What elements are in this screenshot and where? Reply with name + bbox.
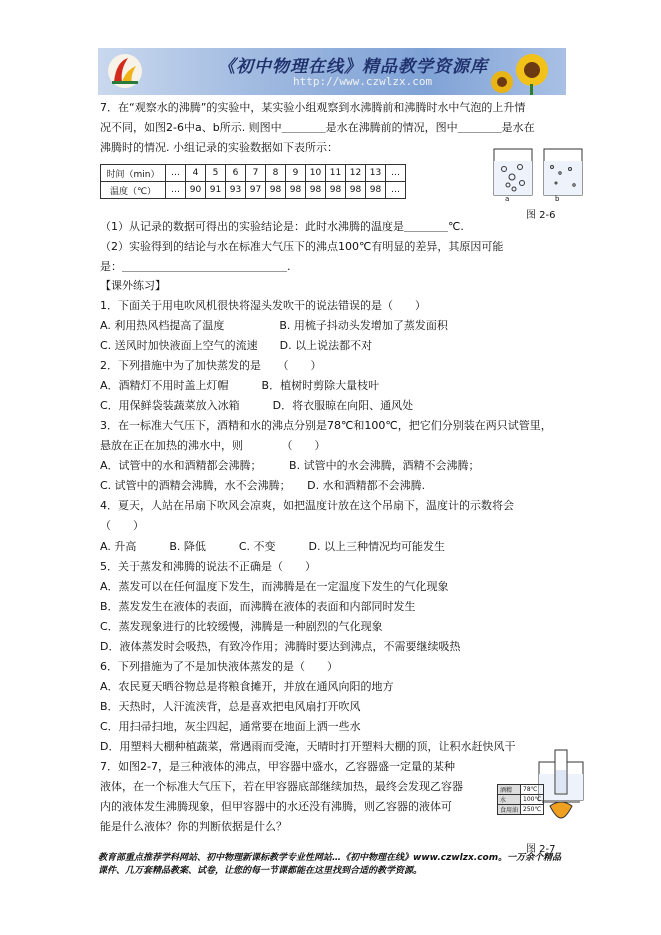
exercise-line: 悬放在正在加热的沸水中，则 （ ）: [100, 439, 326, 452]
boiling-point-table: [497, 784, 544, 815]
table-cell: 水: [498, 795, 521, 805]
exercise-line: 2．下列措施中为了加快蒸发的是 （ ）: [100, 359, 322, 372]
logo-icon: [106, 52, 144, 90]
table-cell: 97: [246, 182, 266, 199]
exercise-line: A．农民夏天晒谷物总是将粮食摊开，并放在通风向阳的地方: [100, 680, 394, 693]
figure-label-a: a: [505, 195, 510, 203]
exercise-line: 7．如图2-7，是三种液体的沸点，甲容器中盛水，乙容器盛一定量的某种: [100, 760, 455, 773]
q7-sub-1: （1）从记录的数据可得出的实验结论是：此时水沸腾的温度是＿＿＿＿℃.: [100, 220, 464, 233]
table-cell: 4: [186, 165, 206, 182]
figure-2-7-caption: 图 2-7: [526, 844, 556, 855]
table-row: [101, 165, 406, 182]
figure-2-6: [490, 143, 588, 203]
table-cell: 98: [366, 182, 386, 199]
data-table: [100, 164, 406, 199]
table-cell: …: [166, 182, 186, 199]
table-cell: 11: [326, 165, 346, 182]
table-cell: 5: [206, 165, 226, 182]
figure-label-b: b: [555, 195, 560, 203]
exercise-line: A．试管中的水和酒精都会沸腾； B. 试管中的水会沸腾，酒精不会沸腾；: [100, 459, 480, 472]
table-cell: 8: [266, 165, 286, 182]
exercise-line: D．用塑料大棚种植蔬菜，常遇雨而受淹，天晴时打开塑料大棚的顶，让积水赶快风干: [100, 740, 516, 753]
sunflower-icon: [472, 48, 562, 95]
table-cell: 78℃: [521, 785, 544, 795]
table-cell: …: [386, 165, 406, 182]
exercise-line: A. 利用热风档提高了温度 B. 用梳子抖动头发增加了蒸发面积: [100, 319, 448, 332]
table-row: [498, 805, 544, 815]
exercise-line: 1．下面关于用电吹风机很快将湿头发吹干的说法错误的是（ ）: [100, 299, 426, 312]
table-cell: 98: [326, 182, 346, 199]
exercise-line: C．蒸发现象进行的比较缓慢，沸腾是一种剧烈的气化现象: [100, 620, 383, 633]
exercise-line: 4．夏天，人站在吊扇下吹风会凉爽，如把温度计放在这个吊扇下，温度计的示数将会: [100, 499, 514, 512]
table-cell: 98: [266, 182, 286, 199]
exercise-line: 内的液体发生沸腾现象，但甲容器中的水还没有沸腾，则乙容器的液体可: [100, 800, 452, 813]
figure-2-6-caption: 图 2-6: [526, 210, 556, 221]
exercise-line: （ ）: [100, 519, 144, 532]
exercise-line: C. 送风时加快液面上空气的流速 D. 以上说法都不对: [100, 339, 373, 352]
table-row: [498, 795, 544, 805]
table-cell: 98: [346, 182, 366, 199]
table-cell: 250℃: [521, 805, 544, 815]
q7-line-3: 沸腾时的情况. 小组记录的实验数据如下表所示：: [100, 141, 338, 154]
exercise-line: C．用扫帚扫地，灰尘四起，通常要在地面上洒一些水: [100, 720, 361, 733]
table-cell: 100℃: [521, 795, 544, 805]
banner-url: http://www.czwlzx.com: [293, 75, 433, 88]
table-cell: 12: [346, 165, 366, 182]
table-cell: …: [386, 182, 406, 199]
table-cell: 6: [226, 165, 246, 182]
exercise-line: 3．在一标准大气压下，酒精和水的沸点分别是78℃和100℃，把它们分别装在两只试管里，: [100, 419, 552, 432]
exercise-line: B．蒸发发生在液体的表面，而沸腾在液体的表面和内部同时发生: [100, 600, 416, 613]
table-cell: 98: [286, 182, 306, 199]
table-row: [498, 785, 544, 795]
table-cell: 91: [206, 182, 226, 199]
exercise-line: B．天热时，人汗流浃背，总是喜欢把电风扇打开吹风: [100, 700, 361, 713]
section-heading: 【课外练习】: [100, 279, 166, 292]
exercise-line: 液体，在一个标准大气压下，若在甲容器底部继续加热，最终会发现乙容器: [100, 780, 463, 793]
q7-sub-2b: 是：＿＿＿＿＿＿＿＿＿＿＿＿＿＿＿.: [100, 260, 291, 273]
table-header-time: 时间（min）: [101, 165, 166, 182]
exercise-line: C．用保鲜袋装蔬菜放入冰箱 D．将衣服晾在向阳、通风处: [100, 399, 414, 412]
exercise-line: 5．关于蒸发和沸腾的说法不正确是（ ）: [100, 560, 316, 573]
exercise-line: D．液体蒸发时会吸热，有致冷作用；沸腾时要达到沸点，不需要继续吸热: [100, 640, 461, 653]
table-cell: …: [166, 165, 186, 182]
q7-line-1: 7．在“观察水的沸腾”的实验中，某实验小组观察到水沸腾前和沸腾时水中气泡的上升情: [100, 101, 526, 114]
table-cell: 酒精: [498, 785, 521, 795]
table-cell: 7: [246, 165, 266, 182]
exercise-line: 能是什么液体？你的判断依据是什么？: [100, 820, 287, 833]
header-banner: [98, 48, 566, 95]
exercise-line: C. 试管中的酒精会沸腾，水不会沸腾； D. 水和酒精都不会沸腾.: [100, 479, 426, 492]
exercise-line: A. 升高 B. 降低 C. 不变 D. 以上三种情况均可能发生: [100, 540, 445, 553]
table-cell: 93: [226, 182, 246, 199]
exercise-line: 6．下列措施为了不是加快液体蒸发的是（ ）: [100, 660, 338, 673]
banner-title: 《初中物理在线》精品教学资源库: [218, 57, 488, 77]
table-cell: 13: [366, 165, 386, 182]
page-footer: 教育部重点推荐学科网站、初中物理新课标教学专业性网站…《初中物理在线》www.czwlzx.com。一万余个精品课件、几万套精品教案、试卷，让您的每一节课都能在这里找到合适的教学资源。: [98, 853, 562, 876]
table-cell: 9: [286, 165, 306, 182]
table-cell: 食用油: [498, 805, 521, 815]
table-cell: 90: [186, 182, 206, 199]
exercise-line: A．酒精灯不用时盖上灯帽 B．植树时剪除大量枝叶: [100, 379, 380, 392]
q7-sub-2: （2）实验得到的结论与水在标准大气压下的沸点100℃有明显的差异，其原因可能: [100, 240, 504, 253]
table-cell: 10: [306, 165, 326, 182]
q7-line-2: 况不同，如图2-6中a、b所示. 则图中＿＿＿＿是水在沸腾前的情况，图中＿＿＿＿是水在: [100, 121, 535, 134]
table-cell: 98: [306, 182, 326, 199]
exercise-line: A．蒸发可以在任何温度下发生，而沸腾是在一定温度下发生的气化现象: [100, 580, 449, 593]
table-row: [101, 182, 406, 199]
table-header-temp: 温度（℃）: [101, 182, 166, 199]
